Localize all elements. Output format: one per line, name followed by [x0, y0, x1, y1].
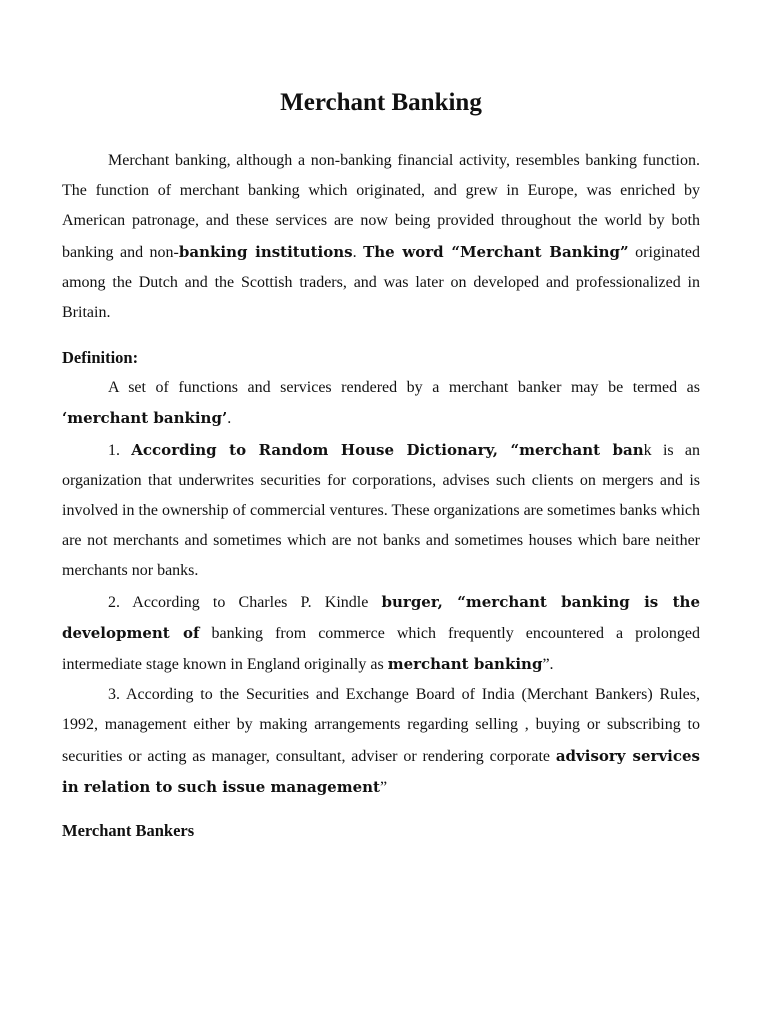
item-1-paragraph — [62, 435, 700, 587]
definition-text-1: A set of functions and services rendered by a merchant banker may be termed as — [108, 379, 700, 397]
item-1-text-2: k is an organization that underwrites securities for corporations, advises such clients on mergers and is involved in the ownership of commercial ventures. These organizations are sometimes banks which are not merchants and sometimes which are not banks and sometimes houses which bare neither merchants nor banks. — [62, 441, 700, 580]
item-1-text-1: 1. — [108, 441, 132, 459]
item-2-text-3: ”. — [542, 656, 554, 674]
document-title: Merchant Banking — [280, 89, 482, 116]
intro-text-2: . — [352, 243, 364, 261]
item-1-bold-1: According to Random House Dictionary, “merchant ban — [131, 440, 644, 459]
item-3-text-1: 3. According to the Securities and Exchange Board of India (Merchant Bankers) Rules, 1992, management either by making arrangements regarding selling , buying or subscribing to securities or acting as manager, consultant, adviser or rendering corporate — [62, 686, 700, 765]
item-2-text-1: 2. According to Charles P. Kindle — [108, 593, 382, 611]
definition-text-2: . — [227, 410, 232, 428]
definition-paragraph — [62, 373, 700, 434]
intro-bold-2: The word “Merchant Banking” — [363, 242, 629, 261]
intro-paragraph — [62, 146, 700, 328]
item-3-bold-1: advisory services in relation to such issue management — [62, 746, 700, 796]
intro-text-3: originated among the Dutch and the Scottish traders, and was later on developed and professionalized in Britain. — [62, 243, 700, 322]
document-page — [62, 88, 700, 846]
definition-bold-1: ‘merchant banking’ — [62, 409, 228, 428]
definition-heading: Definition: — [62, 348, 139, 368]
item-2-bold-2: merchant banking — [387, 655, 543, 674]
item-2-bold-1: burger, “merchant banking is the development of — [62, 592, 700, 642]
intro-bold-1: banking institutions — [178, 242, 353, 261]
intro-text-1: Merchant banking, although a non-banking financial activity, resembles banking function. The function of merchant banking which originated, and grew in Europe, was enriched by American patronage, and these services are now being provided throughout the world by both banking and non- — [62, 152, 700, 261]
merchant-bankers-heading: Merchant Bankers — [62, 821, 195, 841]
item-3-text-2: ” — [379, 778, 388, 796]
item-2-text-2: banking from commerce which frequently encountered a prolonged intermediate stage known in England originally as — [62, 624, 700, 674]
item-2-paragraph — [62, 587, 700, 681]
item-3-paragraph — [62, 680, 700, 803]
